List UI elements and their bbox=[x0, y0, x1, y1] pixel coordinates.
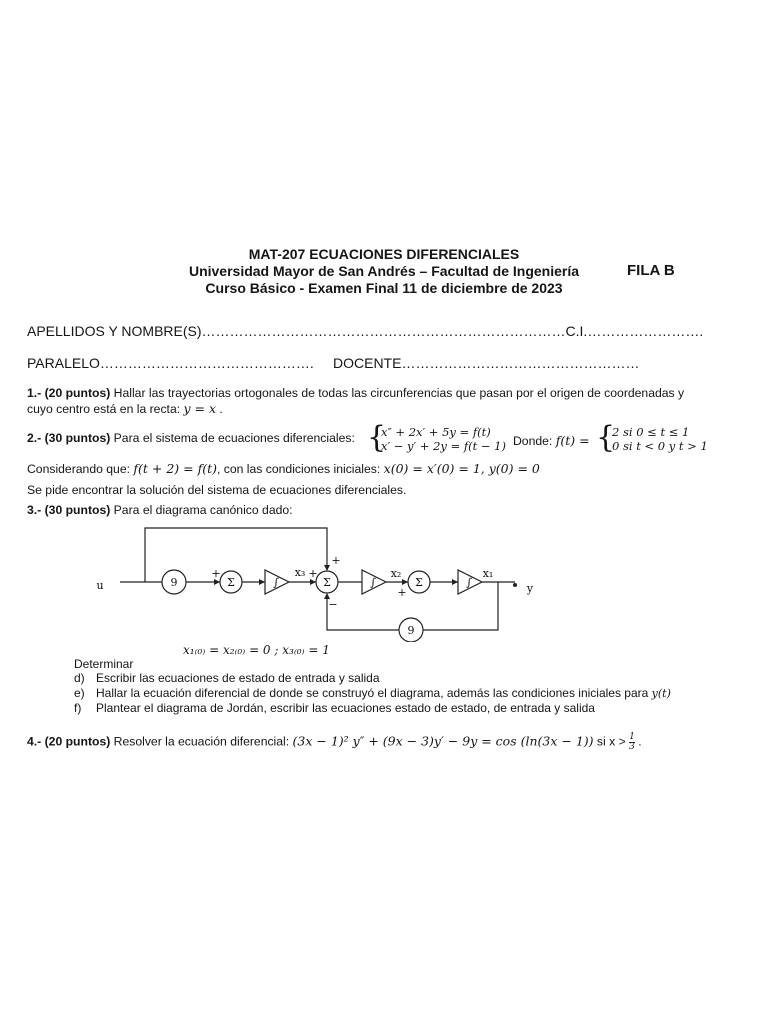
canonical-diagram bbox=[90, 522, 550, 642]
minus-sign: − bbox=[328, 598, 338, 611]
name-field: APELLIDOS Y NOMBRE(S)……………………………………………………………………C.I.……………………. bbox=[27, 323, 704, 339]
item-d bbox=[74, 671, 380, 685]
q1-text: Hallar las trayectorias ortogonales de todas las circunferencias que pasan por el origen de coordenadas y bbox=[110, 386, 685, 400]
x3-label: x₃ bbox=[294, 566, 306, 579]
case-1: 2 si 0 ≤ t ≤ 1 bbox=[612, 425, 690, 439]
cond-text2: , con las condiciones iniciales: bbox=[217, 462, 384, 476]
q4-label: 4.- (20 puntos) bbox=[27, 734, 111, 749]
q4-cond: si x > bbox=[593, 734, 630, 749]
question-1 bbox=[27, 386, 684, 417]
sum-1-label: Σ bbox=[227, 576, 235, 589]
y-of-t: y(t) bbox=[651, 687, 671, 700]
q2-ask: Se pide encontrar la solución del sistema de ecuaciones diferenciales. bbox=[27, 483, 407, 497]
gain-2-label: 9 bbox=[407, 624, 415, 637]
item-e-text: Hallar la ecuación diferencial de donde se construyó el diagrama, además las condiciones iniciales para bbox=[96, 686, 652, 700]
integ-1-label: ∫ bbox=[273, 576, 279, 589]
f-definition: f(t) = bbox=[555, 433, 590, 448]
piecewise-brace: { bbox=[596, 420, 616, 455]
item-e-key: e) bbox=[74, 686, 85, 700]
item-d-text: Escribir las ecuaciones de estado de entrada y salida bbox=[96, 671, 380, 685]
output-dot bbox=[513, 583, 517, 587]
item-f-key: f) bbox=[74, 701, 82, 715]
q2-label: 2.- (30 puntos) bbox=[27, 431, 111, 445]
q4-equation: (3x − 1)² y″ + (9x − 3)y′ − 9y = cos (ln(3x − 1)) bbox=[292, 733, 594, 749]
q2-conditions bbox=[27, 461, 540, 477]
question-2-intro bbox=[27, 431, 355, 446]
gain-1-label: 9 bbox=[170, 576, 178, 589]
case-2: 0 si t < 0 y t > 1 bbox=[612, 439, 708, 453]
arrow-icon bbox=[324, 565, 330, 571]
arrow-icon bbox=[402, 579, 408, 585]
question-4 bbox=[27, 733, 642, 752]
q3-label: 3.- (30 puntos) bbox=[27, 503, 111, 517]
input-u-label: u bbox=[96, 579, 104, 592]
system-eq-1: x″ + 2x′ + 5y = f(t) bbox=[381, 425, 491, 439]
fila-label: FILA B bbox=[627, 262, 675, 279]
q4-end: . bbox=[634, 734, 642, 749]
integ-2-label: ∫ bbox=[370, 576, 376, 589]
plus-sign: + bbox=[331, 554, 341, 567]
wire-feedback-right bbox=[423, 582, 498, 630]
diagram-initial-conditions: x₁₍₀₎ = x₂₍₀₎ = 0 ; x₃₍₀₎ = 1 bbox=[183, 643, 330, 657]
item-d-key: d) bbox=[74, 671, 85, 685]
initial-conditions-eq: x(0) = x′(0) = 1, y(0) = 0 bbox=[383, 461, 540, 476]
frac-denominator: 3 bbox=[629, 742, 635, 752]
q1-text2: cuyo centro está en la recta: bbox=[27, 402, 184, 416]
arrow-icon bbox=[259, 579, 265, 585]
exam-date: Curso Básico - Examen Final 11 de diciembre de 2023 bbox=[205, 280, 563, 296]
system-brace: { bbox=[367, 420, 387, 455]
output-y-label: y bbox=[526, 582, 534, 595]
system-equations bbox=[381, 425, 506, 453]
cond-text: Considerando que: bbox=[27, 462, 134, 476]
x2-label: x₂ bbox=[390, 567, 402, 580]
docente-field: DOCENTE…………………………………………… bbox=[333, 355, 640, 371]
course-title: MAT-207 ECUACIONES DIFERENCIALES bbox=[248, 246, 520, 262]
q1-end: . bbox=[216, 402, 223, 416]
donde-text bbox=[513, 433, 590, 449]
periodicity-eq: f(t + 2) = f(t) bbox=[133, 461, 217, 476]
q2-text: Para el sistema de ecuaciones diferenciales: bbox=[110, 431, 355, 445]
donde-label: Donde: bbox=[513, 434, 556, 448]
plus-sign: + bbox=[308, 567, 318, 580]
paralelo-field: PARALELO………………………………………. bbox=[27, 355, 314, 371]
frac-numerator: 1 bbox=[629, 732, 635, 742]
item-f bbox=[74, 701, 595, 715]
item-e bbox=[74, 686, 671, 701]
question-3-intro bbox=[27, 503, 293, 518]
determinar-label: Determinar bbox=[74, 657, 134, 671]
university-name: Universidad Mayor de San Andrés – Facultad de Ingeniería bbox=[188, 263, 580, 279]
q3-text: Para el diagrama canónico dado: bbox=[110, 503, 293, 517]
q1-label: 1.- (20 puntos) bbox=[27, 386, 111, 400]
sum-3-label: Σ bbox=[415, 576, 423, 589]
system-eq-2: x′ − y′ + 2y = f(t − 1) bbox=[381, 439, 506, 453]
integ-3-label: ∫ bbox=[466, 576, 472, 589]
plus-sign: + bbox=[397, 586, 407, 599]
plus-sign: + bbox=[211, 567, 221, 580]
sum-2-label: Σ bbox=[323, 576, 331, 589]
x1-label: x₁ bbox=[482, 567, 494, 580]
item-f-text: Plantear el diagrama de Jordán, escribir las ecuaciones estado de estado, de entrada y salida bbox=[96, 701, 595, 715]
q4-text: Resolver la ecuación diferencial: bbox=[110, 734, 293, 749]
q1-equation: y = x bbox=[183, 401, 217, 416]
wire-feedback-left bbox=[327, 595, 399, 630]
arrow-icon bbox=[452, 579, 458, 585]
piecewise-cases bbox=[612, 425, 708, 453]
